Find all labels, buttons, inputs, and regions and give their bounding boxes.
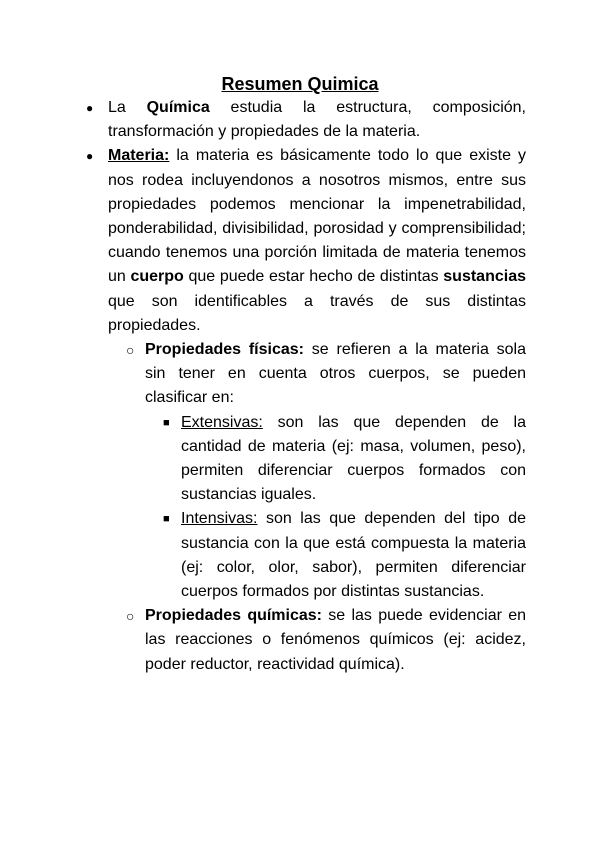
text: que puede estar hecho de distintas (183, 268, 444, 286)
text: La (108, 99, 147, 116)
text: se las puede evidenciar en las reacciones o fenómenos químicos (ej: acidez, poder reductor, reactividad química). (145, 607, 527, 673)
list-item-intensivas (163, 507, 526, 604)
page-title: Resumen Quimica (221, 74, 379, 94)
text: la materia es básicamente todo lo que existe y nos rodea incluyendonos a nosotros mismos, entre sus propiedades podemos mencionar la impenetrabilidad, ponderabilidad, divisibilidad, porosidad y comprensibilidad; cuando tenemos una porción limitada de materia tenemos un (108, 147, 526, 286)
heading-materia: Materia: (108, 147, 170, 165)
bullet-square-icon: ■ (163, 416, 170, 429)
bullet-hollow-circle-icon: ○ (126, 608, 135, 625)
list-item-propiedades-fisicas (126, 338, 527, 411)
bullet-list (0, 96, 600, 677)
list-item-materia (86, 144, 526, 338)
list-item-extensivas (163, 411, 526, 508)
text: se refieren a la materia sola sin tener en cuenta otros cuerpos, se pueden clasificar en: (145, 341, 527, 407)
bullet-square-icon: ■ (163, 513, 170, 526)
heading-extensivas: Extensivas: (181, 413, 263, 431)
text: son las que dependen de la cantidad de materia (ej: masa, volumen, peso), permiten diferenciar cuerpos formados con sustancias iguales. (181, 413, 526, 504)
term-sustancias: sustancias (443, 268, 526, 286)
bullet-hollow-circle-icon: ○ (126, 342, 135, 359)
text: son las que dependen del tipo de sustancia con la que está compuesta la materia (ej: color, olor, sabor), permiten diferenciar cuerpos formados por distintas sustancias. (181, 510, 526, 601)
term-cuerpo: cuerpo (130, 268, 184, 286)
heading-intensivas: Intensivas: (181, 510, 258, 528)
heading-propiedades-quimicas: Propiedades químicas: (145, 607, 323, 625)
bullet-filled-circle-icon: ● (86, 149, 94, 164)
bullet-filled-circle-icon: ● (86, 101, 94, 115)
list-item-quimica (86, 96, 526, 144)
term-quimica: Química (146, 99, 210, 116)
heading-propiedades-fisicas: Propiedades físicas: (145, 341, 304, 359)
list-item-propiedades-quimicas (126, 604, 527, 677)
text: que son identificables a través de sus distintas propiedades. (108, 292, 526, 334)
text: estudia la estructura, composición, transformación y propiedades de la materia. (108, 99, 526, 141)
